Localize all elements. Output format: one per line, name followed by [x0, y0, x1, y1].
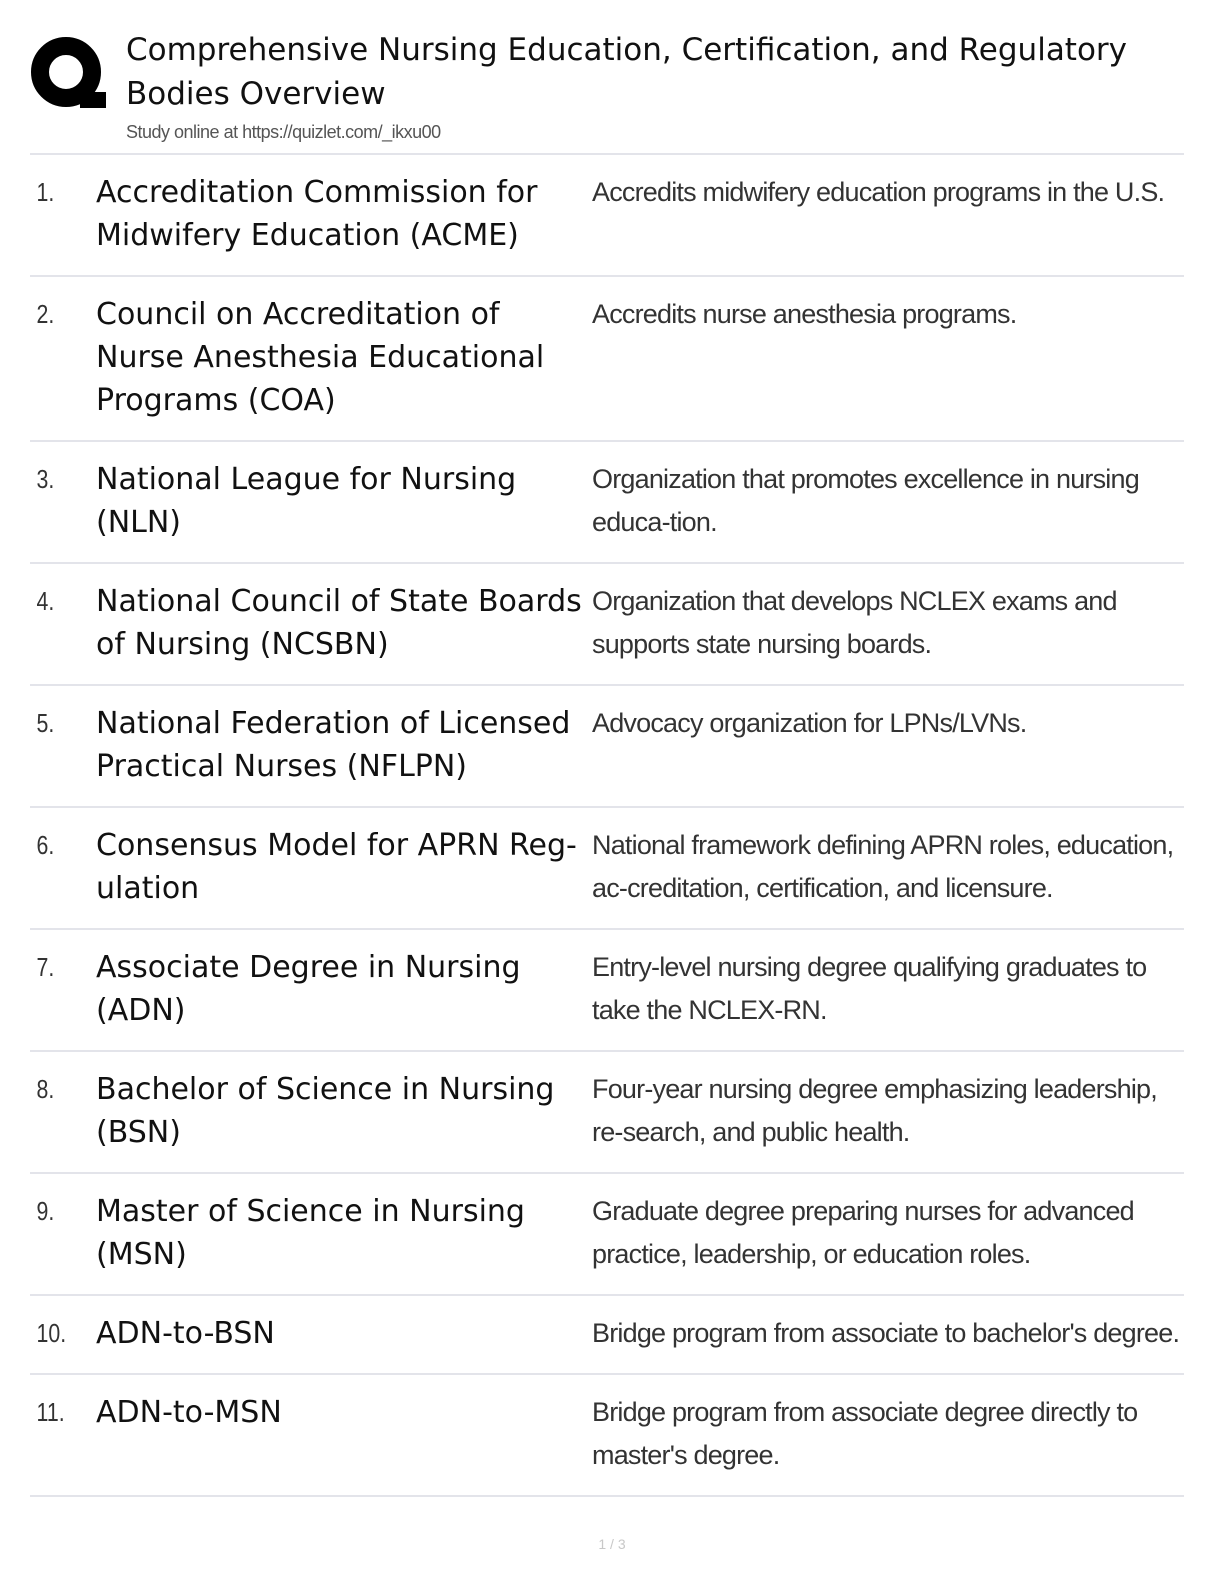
- card-term: Master of Science in Nursing (MSN): [96, 1194, 525, 1272]
- flashcard-row: [30, 686, 1184, 808]
- flashcard-row: [30, 808, 1184, 930]
- card-definition: Bridge program from associate to bachelor's degree.: [592, 1318, 1180, 1348]
- card-term: National Federation of Licensed Practical Nurses (NFLPN): [96, 706, 571, 784]
- flashcard-row: [30, 930, 1184, 1052]
- card-definition: Bridge program from associate degree directly to master's degree.: [592, 1397, 1138, 1470]
- page-header: [30, 28, 1200, 150]
- page-number: 1 / 3: [598, 1536, 626, 1552]
- card-number: 9.: [36, 1196, 55, 1226]
- card-term: Bachelor of Science in Nursing (BSN): [96, 1072, 555, 1150]
- flashcard-list: [30, 153, 1184, 1497]
- card-term: ADN-to-BSN: [96, 1316, 275, 1351]
- card-definition: Accredits nurse anesthesia programs.: [592, 299, 1017, 329]
- card-term: Associate Degree in Nursing (ADN): [96, 950, 521, 1028]
- flashcard-row: [30, 1174, 1184, 1296]
- card-definition: Graduate degree preparing nurses for advanced practice, leadership, or education roles.: [592, 1196, 1134, 1269]
- card-definition: Advocacy organization for LPNs/LVNs.: [592, 708, 1027, 738]
- card-number: 5.: [36, 708, 55, 738]
- page-title: Comprehensive Nursing Education, Certification, and Regulatory Bodies Overview: [126, 32, 1128, 112]
- card-term: National Council of State Boards of Nursing (NCSBN): [96, 584, 582, 662]
- card-number: 7.: [36, 952, 55, 982]
- card-definition: Organization that promotes excellence in nursing educa-tion.: [592, 464, 1139, 537]
- flashcard-row: [30, 277, 1184, 442]
- quizlet-logo-icon: [30, 36, 106, 112]
- card-number: 4.: [36, 586, 55, 616]
- card-number: 11.: [36, 1397, 65, 1427]
- card-number: 10.: [36, 1318, 67, 1348]
- card-number: 1.: [36, 177, 55, 207]
- card-definition: Entry-level nursing degree qualifying graduates to take the NCLEX-RN.: [592, 952, 1147, 1025]
- card-number: 6.: [36, 830, 55, 860]
- card-definition: Four-year nursing degree emphasizing leadership, re-search, and public health.: [592, 1074, 1157, 1147]
- card-definition: National framework defining APRN roles, education, ac-creditation, certification, and licensure.: [592, 830, 1174, 903]
- card-term: Consensus Model for APRN Reg-ulation: [96, 828, 577, 906]
- card-definition: Accredits midwifery education programs in the U.S.: [592, 177, 1165, 207]
- card-term: National League for Nursing (NLN): [96, 462, 517, 540]
- flashcard-row: [30, 442, 1184, 564]
- card-term: Accreditation Commission for Midwifery Education (ACME): [96, 175, 538, 253]
- card-number: 8.: [36, 1074, 55, 1104]
- flashcard-row: [30, 1296, 1184, 1375]
- flashcard-row: [30, 1375, 1184, 1497]
- study-online-link[interactable]: Study online at https://quizlet.com/_ikxu00: [126, 122, 441, 142]
- card-term: ADN-to-MSN: [96, 1395, 282, 1430]
- flashcard-row: [30, 155, 1184, 277]
- card-number: 2.: [36, 299, 55, 329]
- card-term: Council on Accreditation of Nurse Anesthesia Educational Programs (COA): [96, 297, 545, 418]
- card-definition: Organization that develops NCLEX exams and supports state nursing boards.: [592, 586, 1117, 659]
- flashcard-row: [30, 1052, 1184, 1174]
- card-number: 3.: [36, 464, 55, 494]
- flashcard-row: [30, 564, 1184, 686]
